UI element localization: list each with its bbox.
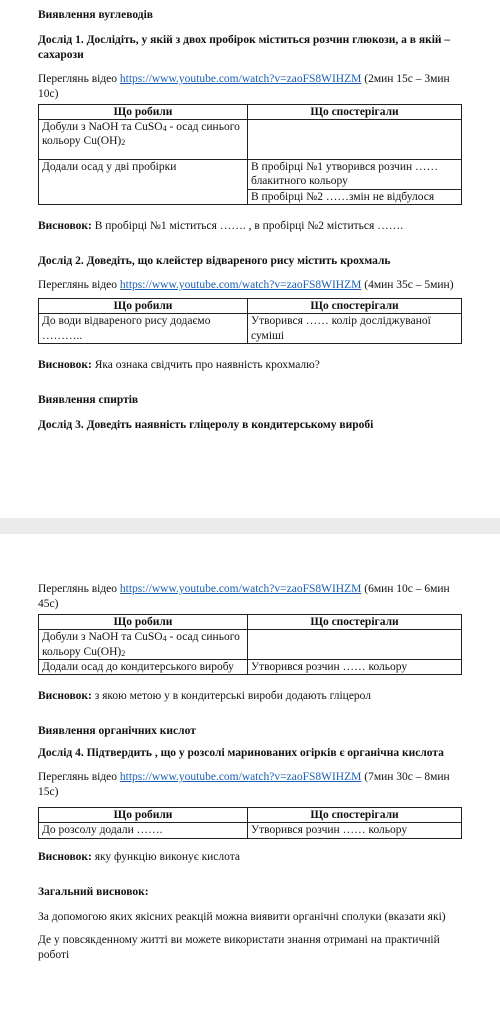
experiment-2-title: Дослід 2. Доведіть, що клейстер відвареного рису містить крохмаль [38,255,391,268]
table-row [39,823,462,838]
general-conclusion-title: Загальний висновок: [38,885,149,898]
video-timecode: (2мин 15с – 3мин 10с) [38,72,450,100]
video-prefix: Переглянь відео [38,72,120,85]
table-cell-did: До розсолу додали ……. [39,823,248,838]
section-heading-organic-acids: Виявлення органічних кислот [38,725,196,738]
document-page-2 [0,534,500,1025]
table-cell-did: Додали осад у дві пробірки [39,160,248,205]
table-cell-observed: Утворився розчин …… кольору [248,660,462,675]
table-header-row [39,614,462,629]
experiment-3-conclusion: Висновок: з якою метою у в кондитерські вироби додають гліцерол [38,690,372,703]
table-cell-observed: В пробірці №2 ……змін не відбулося [248,189,462,204]
table-row [39,660,462,675]
experiment-4-table [38,807,462,839]
column-header-did: Що робили [39,104,248,119]
video-link[interactable]: https://www.youtube.com/watch?v=zaoFS8WIHZM [119,771,362,784]
experiment-4-conclusion: Висновок: яку функцію виконує кислота [38,850,241,863]
column-header-did: Що робили [39,808,248,823]
table-cell-observed: Утворився …… колір досліджуваної суміші [248,314,462,344]
table-row [39,120,462,160]
general-question-1: За допомогою яких якісних реакцій можна виявити органічні сполуки (вказати які) [38,910,446,923]
table-cell-observed [248,630,462,660]
table-cell-observed: Утворився розчин …… кольору [248,823,462,838]
experiment-4-video-line: Переглянь відео https://www.youtube.com/watch?v=zaoFS8WIHZM (7мин 30с – 8мин 15с) [38,771,450,799]
experiment-2-table [38,298,462,344]
table-row [39,630,462,660]
general-question-2: Де у повсякденному житті ви можете використати знання отримані на практичній роботі [38,933,440,961]
table-row [39,314,462,344]
experiment-4-title: Дослід 4. Підтвердить , що у розсолі маринованих огірків є органічна кислота [38,747,444,760]
video-link[interactable]: https://www.youtube.com/watch?v=zaoFS8WIHZM [119,583,362,595]
section-heading-carbohydrates: Виявлення вуглеводів [38,9,154,21]
column-header-did: Що робили [39,299,248,314]
table-cell-observed: В пробірці №1 утворився розчин ……блакитного кольору [248,160,462,190]
table-cell-did: Додали осад до кондитерського виробу [39,660,248,675]
experiment-3-table [38,614,462,676]
experiment-3-title: Дослід 3. Доведіть наявність гліцеролу в кондитерському виробі [38,419,374,431]
table-row [39,160,462,190]
table-header-row [39,808,462,823]
experiment-2-video-line: Переглянь відео https://www.youtube.com/watch?v=zaoFS8WIHZM (4мин 35с – 5мин) [38,279,454,292]
table-cell-did: До води відвареного рису додаємо ……….. [39,314,248,344]
column-header-did: Що робили [39,614,248,629]
column-header-observed: Що спостерігали [248,808,462,823]
table-header-row [39,104,462,119]
column-header-observed: Що спостерігали [248,104,462,119]
column-header-observed: Що спостерігали [248,299,462,314]
table-cell-did: Добули з NaOH та CuSO$_4$ - осад синього кольору $Cu(OH)_2$ [39,630,248,660]
experiment-3-video-line: Переглянь відео https://www.youtube.com/watch?v=zaoFS8WIHZM (6мин 10с – 6мин 45с) [38,583,450,610]
section-heading-alcohols: Виявлення спиртів [38,394,139,407]
table-header-row [39,299,462,314]
experiment-1-title: Дослід 1. Дослідіть, у якій з двох пробірок міститься розчин глюкози, а в якій – сахарози [38,33,451,61]
video-link[interactable]: https://www.youtube.com/watch?v=zaoFS8WIHZM [119,279,362,292]
table-cell-observed [248,120,462,160]
table-cell-did: Добули з NaOH та CuSO$_4$ - осад синього кольору $Cu(OH)_2$ [39,120,248,160]
video-link[interactable]: https://www.youtube.com/watch?v=zaoFS8WIHZM [119,72,362,85]
experiment-1-table [38,104,462,206]
experiment-1-conclusion: Висновок: В пробірці №1 міститься ……. , в пробірці №2 міститься ……. [38,220,404,233]
experiment-2-conclusion: Висновок: Яка ознака свідчить про наявність крохмалю? [38,359,320,372]
experiment-1-video-line [38,72,462,102]
column-header-observed: Що спостерігали [248,614,462,629]
